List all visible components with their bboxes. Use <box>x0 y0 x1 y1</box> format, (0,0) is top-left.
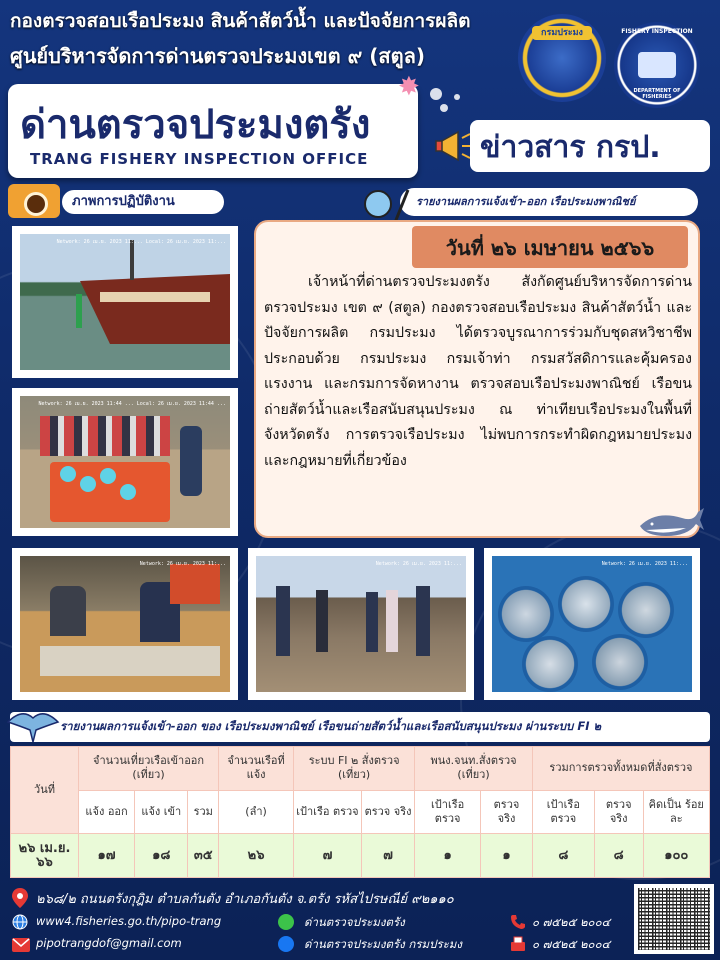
manta-ray-icon <box>6 704 60 744</box>
photo-timestamp: Network: 26 เม.ย. 2023 11:... <box>375 561 462 567</box>
logo-bottom-text: DEPARTMENT OF FISHERIES <box>633 88 681 100</box>
facebook-icon <box>278 936 294 952</box>
bubble-icon <box>454 94 460 100</box>
cell-fi-target: ๗ <box>294 834 362 878</box>
globe-icon <box>12 914 28 930</box>
cell-boats: ๒๖ <box>219 834 294 878</box>
report-table-title: รายงานผลการแจ้งเข้า-ออก ของ เรือประมงพาณิชย์ เรือขนถ่ายสัตว์น้ำและเรือสนับสนุนประมง ผ่านระบบ FI ๒ <box>60 719 602 733</box>
fax-icon <box>510 936 526 952</box>
article-date-bar <box>412 226 688 268</box>
cell-officer-actual: ๑ <box>481 834 533 878</box>
bubble-icon <box>430 88 442 100</box>
photo-timestamp: Network: 26 เม.ย. 2023 11:... <box>601 561 688 567</box>
office-title-english: TRANG FISHERY INSPECTION OFFICE <box>30 150 369 168</box>
sub-fi-actual: ตรวจ จริง <box>361 790 414 834</box>
mail-icon <box>12 938 30 952</box>
logo-top-text: FISHERY INSPECTION <box>621 28 693 35</box>
cell-sum: ๓๕ <box>188 834 219 878</box>
photo-timestamp: Network: 26 เม.ย. 2023 11:44 ... Local: 26 เม.ย. 2023 11:44 ... <box>38 401 226 407</box>
sub-officer-actual: ตรวจ จริง <box>481 790 533 834</box>
sub-percent: คิดเป็น ร้อยละ <box>643 790 709 834</box>
footer-fax: ๐ ๗๕๒๕ ๒๐๐๔ <box>532 937 611 951</box>
table-row <box>11 834 710 878</box>
footer-email[interactable]: pipotrangdof@gmail.com <box>36 936 182 950</box>
photo-inspection-team <box>12 388 238 536</box>
photo-document-check <box>12 548 238 700</box>
footer-address: ๒๖๘/๒ ถนนตรังกุฎิม ตำบลกันตัง อำเภอกันตัง จ.ตรัง รหัสไปรษณีย์ ๙๒๑๑๐ <box>36 892 454 907</box>
report-tag-label: รายงานผลการแจ้งเข้า-ออก เรือประมงพาณิชย์ <box>400 188 698 216</box>
qr-code[interactable] <box>634 884 714 954</box>
report-table <box>10 746 710 878</box>
col-boats-header: จำนวนเรือที่แจ้ง <box>219 747 294 791</box>
col-officer-header: พนง.จนท.สั่งตรวจ (เที่ยว) <box>415 747 533 791</box>
news-label-box <box>470 120 710 172</box>
footer <box>0 882 720 960</box>
cell-total-actual: ๘ <box>594 834 643 878</box>
cell-officer-target: ๑ <box>415 834 481 878</box>
cell-total-target: ๘ <box>532 834 594 878</box>
sub-total-target: เป้าเรือ ตรวจ <box>532 790 594 834</box>
whale-icon <box>636 500 706 540</box>
sub-in: แจ้ง เข้า <box>135 790 188 834</box>
cell-in: ๑๘ <box>135 834 188 878</box>
photo-fishing-boat <box>12 226 238 378</box>
activity-tag <box>8 184 224 218</box>
report-table-title-bar <box>10 712 710 742</box>
col-trips-header: จำนวนเที่ยวเรือเข้าออก (เที่ยว) <box>79 747 219 791</box>
article-date: วันที่ ๒๖ เมษายน ๒๕๖๖ <box>445 236 655 260</box>
footer-line[interactable]: ด่านตรวจประมงตรัง <box>304 915 405 929</box>
office-title-box <box>8 84 418 178</box>
footer-facebook[interactable]: ด่านตรวจประมงตรัง กรมประมง <box>304 937 462 951</box>
footer-website[interactable]: www4.fisheries.go.th/pipo-trang <box>36 914 222 928</box>
office-title-thai: ด่านตรวจประมงตรัง <box>20 102 371 148</box>
phone-icon <box>510 914 526 930</box>
article-body: เจ้าหน้าที่ด่านตรวจประมงตรัง สังกัดศูนย์บริหารจัดการด่านตรวจประมง เขต ๙ (สตูล) กองตรวจสอบเรือประมง สินค้าสัตว์น้ำ และปัจจัยการผลิต กรมประมง ได้ตรวจบูรณาการร่วมกับชุดสหวิชาชีพ ประกอบด้วย กรมประมง กรมเจ้าท่า กรมสวัสดิการและคุ้มครองแรงงาน และกรมการจัดหางาน ตรวจสอบเรือประมงพาณิชย์ เรือขนถ่ายสัตว์น้ำและเรือสนับสนุนประมง ณ ท่าเทียบเรือประมงในพื้นที่จังหวัดตรัง การตรวจเรือประมง ไม่พบการกระทำผิดกฎหมายประมงและกฎหมายที่เกี่ยวข้อง <box>264 274 692 469</box>
sub-total-actual: ตรวจ จริง <box>594 790 643 834</box>
megaphone-icon <box>434 128 474 164</box>
sub-unit: (ลำ) <box>219 790 294 834</box>
footer-phone: ๐ ๗๕๒๕ ๒๐๐๔ <box>532 915 611 929</box>
photo-pier-briefing <box>248 548 474 700</box>
fishery-inspection-logo <box>614 22 700 108</box>
header-department: กองตรวจสอบเรือประมง สินค้าสัตว์น้ำ และปัจจัยการผลิต <box>10 10 471 32</box>
sub-out: แจ้ง ออก <box>79 790 135 834</box>
starfish-icon: ✸ <box>398 72 420 102</box>
col-total-header: รวมการตรวจทั้งหมดที่สั่งตรวจ <box>532 747 709 791</box>
camera-icon <box>8 184 60 218</box>
cell-percent: ๑๐๐ <box>643 834 709 878</box>
logo-text: กรมประมง <box>541 28 583 38</box>
header-center: ศูนย์บริหารจัดการด่านตรวจประมงเขต ๙ (สตูล) <box>10 44 425 68</box>
news-label: ข่าวสาร กรป. <box>480 130 661 165</box>
col-fi2-header: ระบบ FI ๒ สั่งตรวจ (เที่ยว) <box>294 747 415 791</box>
activity-tag-label: ภาพการปฏิบัติงาน <box>62 190 224 214</box>
cell-date: ๒๖ เม.ย. ๖๖ <box>11 834 79 878</box>
photo-catch-barrels <box>484 548 700 700</box>
col-date-header: วันที่ <box>11 747 79 834</box>
sub-sum: รวม <box>188 790 219 834</box>
sub-fi-target: เป้าเรือ ตรวจ <box>294 790 362 834</box>
sub-officer-target: เป้าเรือ ตรวจ <box>415 790 481 834</box>
department-logo <box>518 14 606 102</box>
photo-timestamp: Network: 26 เม.ย. 2023 11:... <box>139 561 226 567</box>
bubble-icon <box>440 104 448 112</box>
photo-timestamp: Network: 26 เม.ย. 2023 11:... Local: 26 เม.ย. 2023 11:... <box>56 239 226 245</box>
cell-out: ๑๗ <box>79 834 135 878</box>
line-icon <box>278 914 294 930</box>
location-pin-icon <box>12 888 28 908</box>
cell-fi-actual: ๗ <box>361 834 414 878</box>
